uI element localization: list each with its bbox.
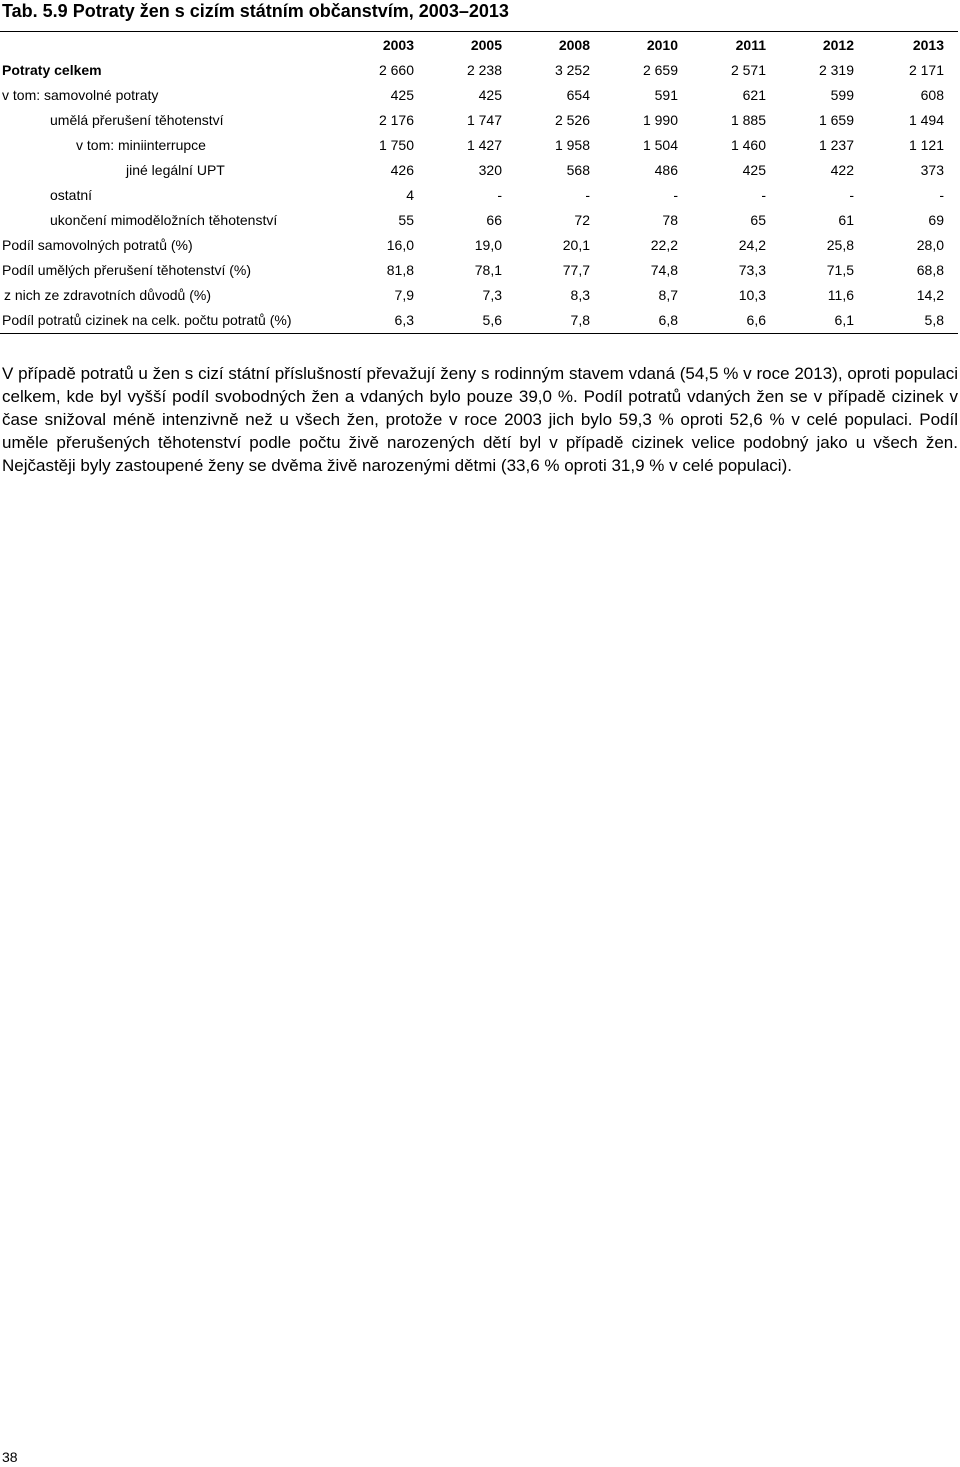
table-cell: -	[585, 187, 590, 203]
table-cell: 1 659	[818, 112, 854, 128]
table-cell: 599	[830, 87, 854, 103]
row-label: Podíl samovolných potratů (%)	[2, 237, 193, 253]
table-cell: 2 238	[466, 62, 502, 78]
year-header: 2003	[382, 36, 414, 53]
table-cell: 1 958	[554, 137, 590, 153]
row-label: Potraty celkem	[2, 62, 102, 78]
table-cell: 1 750	[378, 137, 414, 153]
table-cell: 2 571	[730, 62, 766, 78]
table-cell: 8,7	[658, 287, 678, 303]
table-cell: 1 990	[642, 112, 678, 128]
table-cell: 1 747	[466, 112, 502, 128]
table-cell: 7,8	[516, 308, 604, 334]
table-cell: 2 526	[554, 112, 590, 128]
row-label: jiné legální UPT	[126, 162, 225, 178]
table-cell: 608	[920, 87, 944, 103]
table-cell: 1 494	[908, 112, 944, 128]
header-row	[0, 32, 958, 58]
table-cell: 426	[390, 162, 414, 178]
table-cell: 373	[920, 162, 944, 178]
table-cell: -	[939, 187, 944, 203]
table-cell: 16,0	[386, 237, 414, 253]
abortion-table	[0, 32, 958, 334]
table-cell: 7,3	[482, 287, 502, 303]
table-cell: 425	[478, 87, 502, 103]
year-header: 2010	[646, 36, 678, 53]
header-corner	[0, 32, 340, 58]
table-cell: 591	[654, 87, 678, 103]
row-label: umělá přerušení těhotenství	[50, 112, 224, 128]
table-cell: 3 252	[554, 62, 590, 78]
year-header: 2008	[558, 36, 590, 53]
page-number: 38	[2, 1449, 18, 1465]
table-cell: 1 460	[730, 137, 766, 153]
table-cell: -	[673, 187, 678, 203]
table-cell: 81,8	[386, 262, 414, 278]
table-cell: 74,8	[650, 262, 678, 278]
year-header: 2011	[735, 36, 766, 53]
table-row	[0, 158, 958, 183]
table-cell: 1 121	[908, 137, 944, 153]
table-cell: 7,9	[394, 287, 414, 303]
table-row	[0, 183, 958, 208]
table-row	[0, 208, 958, 233]
table-cell: 78	[662, 212, 678, 228]
year-header: 2005	[470, 36, 502, 53]
table-cell: 2 176	[378, 112, 414, 128]
table-row	[0, 58, 958, 83]
table-cell: 1 237	[818, 137, 854, 153]
table-row	[0, 283, 958, 308]
table-row	[0, 108, 958, 133]
table-cell: 55	[398, 212, 414, 228]
table-row	[0, 308, 958, 334]
table-cell: 72	[574, 212, 590, 228]
table-cell: 5,8	[868, 308, 958, 334]
table-cell: 11,6	[827, 287, 854, 303]
table-cell: 10,3	[738, 287, 766, 303]
table-cell: 1 427	[466, 137, 502, 153]
row-label: ostatní	[50, 187, 93, 203]
table-cell: 6,1	[780, 308, 868, 334]
table-cell: 425	[390, 87, 414, 103]
table-cell: 6,6	[692, 308, 780, 334]
year-header: 2012	[822, 36, 854, 53]
table-cell: 19,0	[474, 237, 502, 253]
table-cell: 1 885	[730, 112, 766, 128]
row-label: z nich ze zdravotních důvodů (%)	[4, 287, 211, 303]
table-row	[0, 133, 958, 158]
table-cell: -	[761, 187, 766, 203]
table-cell: 2 171	[908, 62, 944, 78]
table-cell: 61	[838, 212, 854, 228]
table-cell: 2 660	[378, 62, 414, 78]
table-cell: 568	[566, 162, 590, 178]
row-label: ukončení mimoděložních těhotenství	[50, 212, 278, 228]
table-cell: 28,0	[916, 237, 944, 253]
row-label: Podíl umělých přerušení těhotenství (%)	[2, 262, 252, 278]
table-cell: 320	[478, 162, 502, 178]
table-row	[0, 258, 958, 283]
body-paragraph: V případě potratů u žen s cizí státní příslušností převažují ženy s rodinným stavem vdaná (54,5 % v roce 2013), oproti populaci celkem, kde byl vyšší podíl svobodných žen a vdaných bylo pouze 39,0 %. Podíl potratů vdaných žen se v případě cizinek v čase snižoval méně intenzivně než u všech žen, protože v roce 2003 jich bylo 59,3 % oproti 52,6 % v celé populaci. Podíl uměle přerušených těhotenství podle počtu živě narozených dětí byl v případě cizinek velice podobný jako u všech žen. Nejčastěji byly zastoupené ženy se dvěma živě narozenými dětmi (33,6 % oproti 31,9 % v celé populaci).	[2, 364, 958, 475]
table-cell: 25,8	[826, 237, 854, 253]
table-cell: 425	[742, 162, 766, 178]
table-cell: 4	[406, 187, 414, 203]
table-cell: 2 319	[818, 62, 854, 78]
table-cell: 1 504	[642, 137, 678, 153]
table-cell: 73,3	[738, 262, 766, 278]
table-cell: 654	[566, 87, 590, 103]
table-cell: 486	[654, 162, 678, 178]
table-cell: 8,3	[570, 287, 590, 303]
table-cell: 422	[830, 162, 854, 178]
row-label: Podíl potratů cizinek na celk. počtu potratů (%)	[0, 308, 340, 334]
table-cell: 6,8	[604, 308, 692, 334]
table-row	[0, 83, 958, 108]
table-cell: 5,6	[428, 308, 516, 334]
table-cell: 77,7	[562, 262, 590, 278]
table-cell: 621	[742, 87, 766, 103]
table-cell: 24,2	[738, 237, 766, 253]
table-cell: 65	[750, 212, 766, 228]
table-cell: 69	[928, 212, 944, 228]
row-label: v tom: miniinterrupce	[76, 137, 206, 153]
table-row	[0, 233, 958, 258]
table-title: Tab. 5.9 Potraty žen s cizím státním občanstvím, 2003–2013	[2, 1, 509, 21]
table-cell: 6,3	[340, 308, 428, 334]
table-cell: 66	[486, 212, 502, 228]
table-cell: 22,2	[650, 237, 678, 253]
table-cell: 2 659	[642, 62, 678, 78]
row-label: v tom: samovolné potraty	[2, 87, 159, 103]
table-cell: -	[497, 187, 502, 203]
table-cell: -	[849, 187, 854, 203]
table-cell: 71,5	[826, 262, 854, 278]
table-cell: 78,1	[474, 262, 502, 278]
table-cell: 68,8	[916, 262, 944, 278]
year-header: 2013	[912, 36, 944, 53]
table-cell: 20,1	[562, 237, 590, 253]
table-cell: 14,2	[916, 287, 944, 303]
